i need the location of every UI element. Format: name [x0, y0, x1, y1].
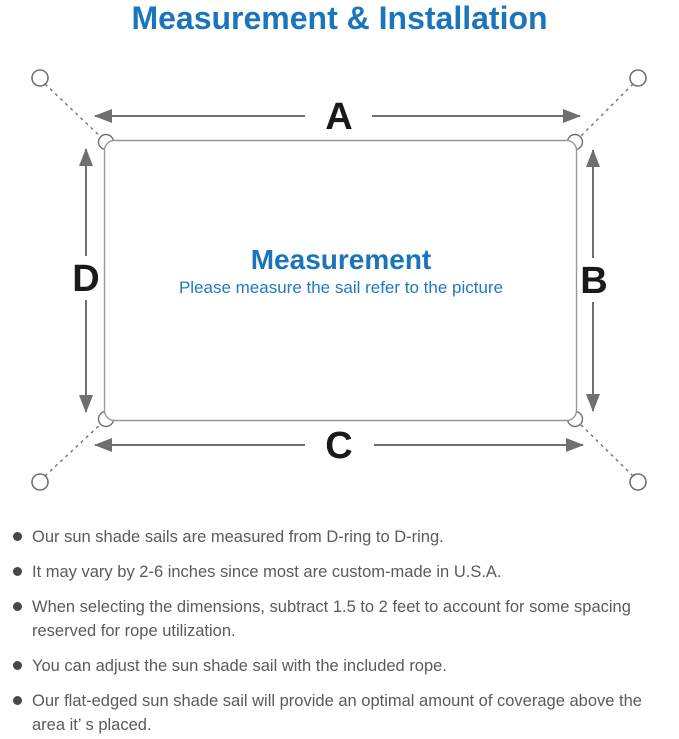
dimension-label-b: B: [580, 260, 608, 302]
note-text: Our flat-edged sun shade sail will provide an optimal amount of coverage above the area it’ s placed.: [32, 692, 642, 734]
anchor-line-top-left: [45, 84, 103, 139]
anchor-line-bottom-right: [578, 422, 633, 476]
diagram-center-title: Measurement: [250, 244, 432, 275]
bullet-dot-icon: [13, 567, 22, 576]
note-text: Our sun shade sails are measured from D-ring to D-ring.: [32, 528, 444, 546]
mounting-ring-bottom-left-icon: [32, 474, 48, 490]
anchor-line-top-right: [578, 84, 633, 139]
mounting-ring-bottom-right-icon: [630, 474, 646, 490]
list-item: [13, 595, 675, 643]
page-title: Measurement & Installation: [131, 0, 548, 36]
measurement-notes-list: [13, 525, 675, 739]
dimension-label-d: D: [72, 258, 100, 300]
list-item: [13, 525, 675, 549]
bullet-dot-icon: [13, 696, 22, 705]
list-item: [13, 689, 675, 737]
bullet-dot-icon: [13, 661, 22, 670]
mounting-ring-top-right-icon: [630, 70, 646, 86]
anchor-line-bottom-left: [45, 422, 103, 476]
bullet-dot-icon: [13, 532, 22, 541]
mounting-ring-top-left-icon: [32, 70, 48, 86]
dimension-label-a: A: [325, 96, 353, 138]
note-text: You can adjust the sun shade sail with the included rope.: [32, 657, 447, 675]
note-text: It may vary by 2-6 inches since most are custom-made in U.S.A.: [32, 563, 502, 581]
bullet-dot-icon: [13, 602, 22, 611]
list-item: [13, 654, 675, 678]
list-item: [13, 560, 675, 584]
note-text: When selecting the dimensions, subtract 1.5 to 2 feet to account for some spacing reserved for rope utilization.: [32, 598, 631, 640]
diagram-center-subtitle: Please measure the sail refer to the picture: [178, 278, 504, 297]
dimension-label-c: C: [325, 425, 353, 467]
